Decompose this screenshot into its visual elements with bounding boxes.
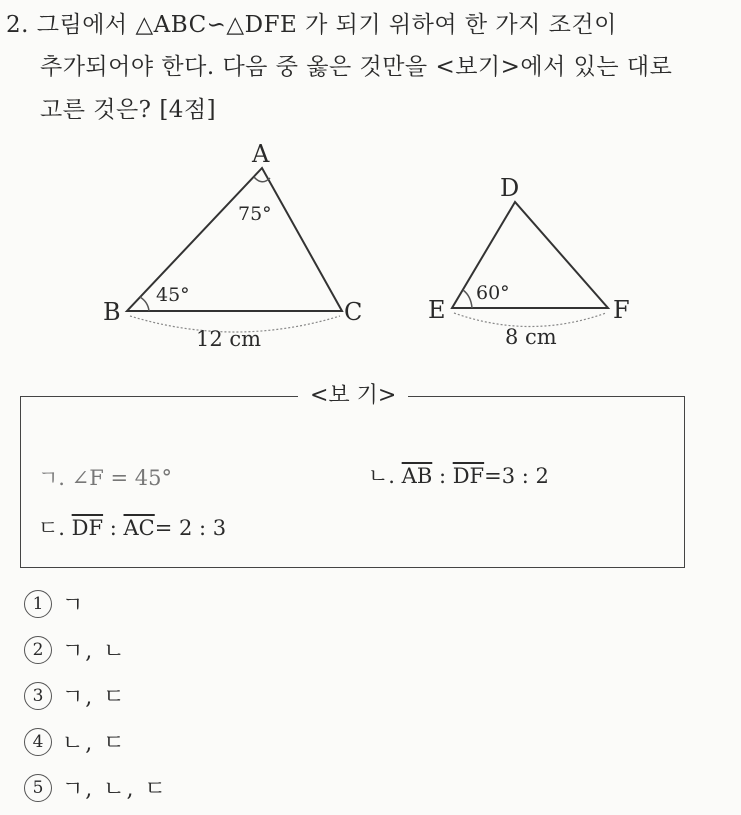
- vertex-f: F: [613, 296, 630, 324]
- choice-text-1: ㄱ: [62, 593, 86, 618]
- side-label-ef: 8 cm: [505, 325, 557, 349]
- condition-b-marker: ㄴ.: [368, 464, 395, 488]
- vertex-e: E: [428, 296, 446, 324]
- vertex-b: B: [103, 298, 121, 326]
- side-label-bc: 12 cm: [196, 327, 262, 351]
- condition-c-ratio: = 2 : 3: [154, 516, 227, 540]
- answer-choice-3[interactable]: [24, 680, 127, 711]
- question-line-3: 고른 것은? [4점]: [40, 97, 217, 123]
- choice-number-2: 2: [24, 636, 52, 664]
- answer-choice-1[interactable]: [24, 588, 85, 619]
- condition-a: [38, 462, 172, 492]
- answer-choice-4[interactable]: [24, 726, 127, 757]
- angle-label-a: 75°: [238, 203, 272, 225]
- choice-number-5: 5: [24, 774, 52, 802]
- choice-number-1: 1: [24, 590, 52, 618]
- condition-c-marker: ㄷ.: [38, 516, 65, 540]
- segment-df: $\overline{DF}$: [71, 516, 104, 540]
- condition-b-ratio: =3 : 2: [484, 464, 549, 488]
- condition-b-sep: :: [432, 464, 453, 488]
- vertex-d: D: [500, 174, 520, 202]
- vertex-c: C: [344, 298, 363, 326]
- vertex-a: A: [252, 140, 270, 168]
- condition-a-marker: ㄱ.: [38, 466, 65, 490]
- choice-number-3: 3: [24, 682, 52, 710]
- segment-ac: $\overline{AC}$: [123, 516, 155, 540]
- choice-text-3: ㄱ, ㄷ: [62, 685, 127, 710]
- condition-c-sep: :: [103, 516, 124, 540]
- segment-ab: $\overline{AB}$: [401, 464, 433, 488]
- choice-text-4: ㄴ, ㄷ: [62, 731, 127, 756]
- condition-b: [368, 460, 549, 490]
- question-line-1: 2. 그림에서 △ABC∽△DFE 가 되기 위하여 한 가지 조건이: [6, 12, 617, 38]
- angle-arc-b: [140, 297, 149, 311]
- answer-choice-2[interactable]: [24, 634, 127, 665]
- condition-a-text: ∠F = 45°: [71, 466, 172, 490]
- answer-choice-5[interactable]: [24, 772, 168, 803]
- angle-label-e: 60°: [476, 282, 510, 304]
- angle-label-b: 45°: [156, 284, 190, 306]
- choice-number-4: 4: [24, 728, 52, 756]
- segment-df: $\overline{DF}$: [452, 464, 485, 488]
- triangle-figure: [0, 130, 741, 360]
- choice-text-5: ㄱ, ㄴ, ㄷ: [62, 777, 168, 802]
- choice-text-2: ㄱ, ㄴ: [62, 639, 127, 664]
- example-box-title: <보 기>: [298, 378, 408, 409]
- angle-arc-e: [463, 290, 472, 308]
- condition-c: [38, 512, 226, 542]
- question-line-2: 추가되어야 한다. 다음 중 옳은 것만을 <보기>에서 있는 대로: [40, 54, 673, 80]
